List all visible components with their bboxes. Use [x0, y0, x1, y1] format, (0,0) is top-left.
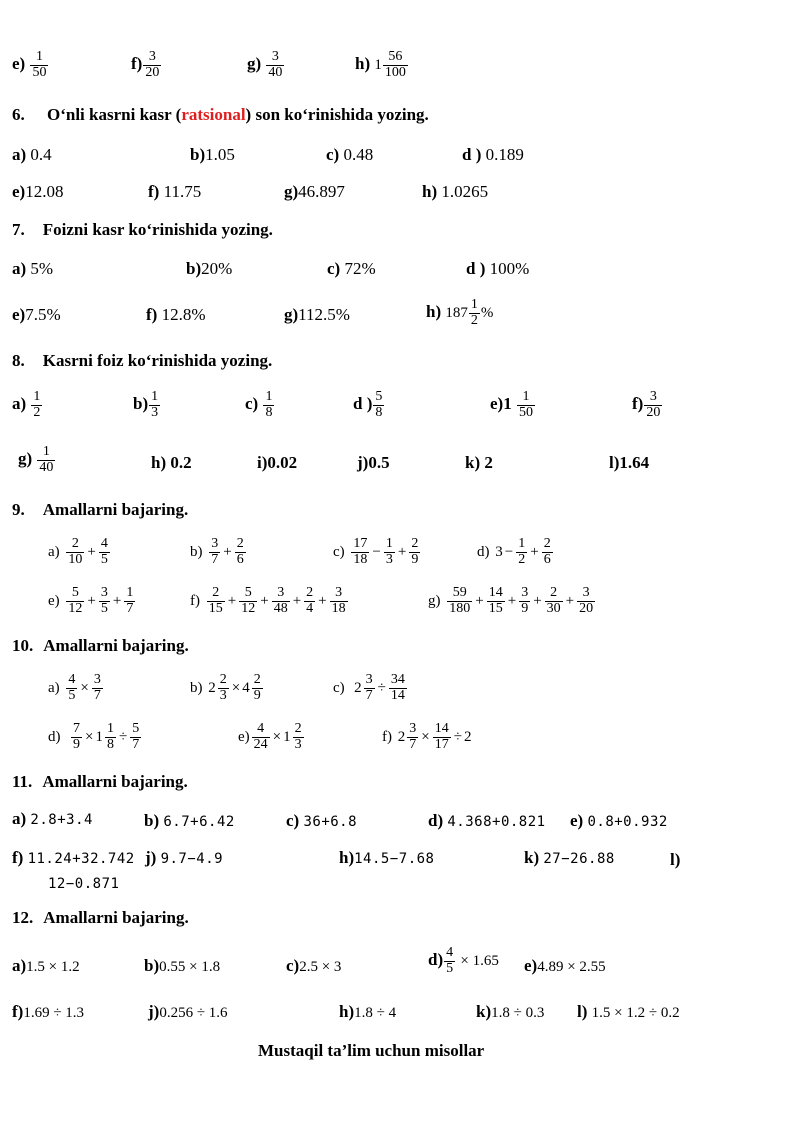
q11-item-c: c) 36+6.8: [286, 811, 358, 830]
fraction: $\frac{3}{20}$: [145, 49, 160, 80]
highlight-word: ratsional: [181, 105, 246, 124]
q10-item-f: f) 2 $\frac{3}{7}$ × $\frac{14}{17}$ ÷ 2: [382, 721, 472, 752]
q7-item-e: e)7.5%: [12, 305, 61, 324]
q8-item-h: h) 0.2: [151, 453, 192, 472]
q10-item-b: b) 2 $\frac{2}{3}$ × 4 $\frac{2}{9}$: [190, 672, 261, 703]
q11-item-f: f) 11.24+32.742: [12, 848, 135, 867]
q7-item-b: b)20%: [186, 259, 233, 278]
q12-item-b: b)0.55 × 1.8: [144, 956, 221, 975]
q6-item-e: e)12.08: [12, 182, 64, 201]
q8-item-i: i)0.02: [257, 453, 298, 472]
q8-item-l: l)1.64: [609, 453, 650, 472]
q8-item-a: a) $\frac{1}{2}$: [12, 389, 41, 420]
q12-item-k: k)1.8 ÷ 0.3: [476, 1002, 545, 1021]
q6-item-f: f) 11.75: [148, 182, 202, 201]
top-item-g: g) $\frac{3}{40}$: [247, 49, 283, 80]
q9-item-d: d) 3 − $\frac{1}{2}$ + $\frac{2}{6}$: [477, 536, 551, 567]
q10-item-d: d) $\frac{7}{9}$ × 1 $\frac{1}{8}$ ÷ $\frac{5}{7}$: [48, 721, 140, 752]
section-footer-title: Mustaqil ta’lim uchun misollar: [258, 1041, 485, 1060]
q12-item-h: h)1.8 ÷ 4: [339, 1002, 397, 1021]
q11-item-b: b) 6.7+6.42: [144, 811, 235, 830]
q7-item-h: h) 187 $\frac{1}{2}$ %: [426, 297, 494, 328]
q6-item-a: a) 0.4: [12, 145, 52, 164]
q9-item-e: e) $\frac{5}{12}$ + $\frac{3}{5}$ + $\frac{1}{7}$: [48, 585, 134, 616]
fraction: $\frac{56}{100}$: [384, 49, 406, 80]
top-item-e: e) $\frac{1}{50}$: [12, 49, 47, 80]
q11-item-e: e) 0.8+0.932: [570, 811, 668, 830]
q9-item-g: g) $\frac{59}{180}$ + $\frac{14}{15}$ + $\frac{3}{9}$ + $\frac{2}{30}$ + $\frac{3}{20}$: [428, 585, 594, 616]
q10-item-c: c) 2 $\frac{3}{7}$ ÷ $\frac{34}{14}$: [333, 672, 405, 703]
q6-item-b: b)1.05: [190, 145, 235, 164]
q9-item-a: a) $\frac{2}{10}$ + $\frac{4}{5}$: [48, 536, 108, 567]
q9-item-f: f) $\frac{2}{15}$ + $\frac{5}{12}$ + $\frac{3}{48}$ + $\frac{2}{4}$ + $\frac{3}{18}$: [190, 585, 346, 616]
q8-item-e: e)1 $\frac{1}{50}$: [490, 389, 533, 420]
fraction: $\frac{1}{2}$: [470, 297, 478, 328]
q8-item-f: f) $\frac{3}{20}$: [632, 389, 661, 420]
q6-item-c: c) 0.48: [326, 145, 374, 164]
q7-item-c: c) 72%: [327, 259, 376, 278]
question-7-heading: 7. Foizni kasr ko‘rinishida yozing.: [12, 220, 273, 239]
q6-item-d: d ) 0.189: [462, 145, 524, 164]
q10-item-e: e) $\frac{4}{24}$ × 1 $\frac{2}{3}$: [238, 721, 302, 752]
q12-item-f: f)1.69 ÷ 1.3: [12, 1002, 85, 1021]
q8-item-d: d ) $\frac{5}{8}$: [353, 389, 383, 420]
q7-item-g: g)112.5%: [284, 305, 350, 324]
q12-item-a: a)1.5 × 1.2: [12, 956, 80, 975]
fraction: $\frac{1}{50}$: [32, 49, 47, 80]
question-6-heading: 6. O‘nli kasrni kasr (ratsional) son ko‘rinishida yozing.: [12, 105, 429, 124]
question-9-heading: 9. Amallarni bajaring.: [12, 500, 189, 519]
q11-item-d: d) 4.368+0.821: [428, 811, 546, 830]
q11-item-l-label: l): [670, 850, 681, 869]
q8-item-g: g) $\frac{1}{40}$: [18, 444, 54, 475]
q7-item-a: a) 5%: [12, 259, 54, 278]
question-12-heading: 12. Amallarni bajaring.: [12, 908, 189, 927]
q11-item-k: k) 27−26.88: [524, 848, 615, 867]
q11-item-a: a) 2.8+3.4: [12, 809, 93, 828]
top-item-f: f) $\frac{3}{20}$: [131, 49, 160, 80]
q12-item-d: d) $\frac{4}{5}$ × 1.65: [428, 945, 499, 976]
q8-item-c: c) $\frac{1}{8}$: [245, 389, 273, 420]
q6-item-h: h) 1.0265: [422, 182, 489, 201]
q10-item-a: a) $\frac{4}{5}$ × $\frac{3}{7}$: [48, 672, 101, 703]
q11-item-h: h)14.5−7.68: [339, 848, 435, 867]
q8-item-k: k) 2: [465, 453, 493, 472]
fraction: $\frac{3}{40}$: [268, 49, 283, 80]
q9-item-c: c) $\frac{17}{18}$ − $\frac{1}{3}$ + $\frac{2}{9}$: [333, 536, 419, 567]
q8-item-j: j)0.5: [357, 453, 390, 472]
q12-item-j: j)0.256 ÷ 1.6: [148, 1002, 228, 1021]
question-8-heading: 8. Kasrni foiz ko‘rinishida yozing.: [12, 351, 273, 370]
q9-item-b: b) $\frac{3}{7}$ + $\frac{2}{6}$: [190, 536, 244, 567]
top-item-h: h) 1 $\frac{56}{100}$: [355, 49, 406, 80]
q12-item-l: l) 1.5 × 1.2 ÷ 0.2: [577, 1002, 680, 1021]
q7-item-f: f) 12.8%: [146, 305, 206, 324]
question-10-heading: 10. Amallarni bajaring.: [12, 636, 189, 655]
q12-item-c: c)2.5 × 3: [286, 956, 342, 975]
q6-item-g: g)46.897: [284, 182, 345, 201]
q12-item-e: e)4.89 × 2.55: [524, 956, 606, 975]
q11-item-j: j) 9.7−4.9: [145, 848, 224, 867]
q7-item-d: d ) 100%: [466, 259, 530, 278]
q11-item-l-expr: 12−0.871: [48, 876, 120, 892]
question-11-heading: 11. Amallarni bajaring.: [12, 772, 188, 791]
q8-item-b: b) $\frac{1}{3}$: [133, 389, 159, 420]
